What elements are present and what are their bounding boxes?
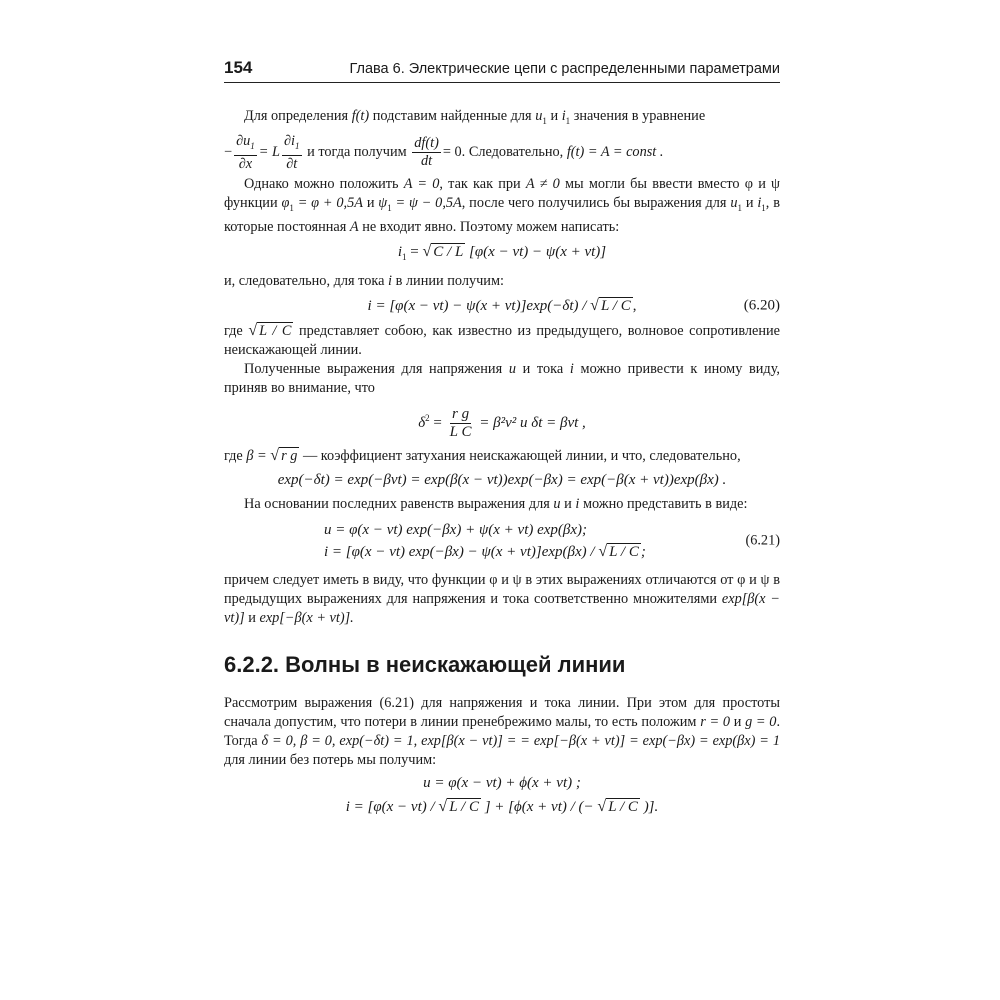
paragraph-4: где √ L / C представляет собою, как известно из предыдущего, волновое сопротивление неискажающей линии. — [224, 321, 781, 358]
equation-delta: $\delta^2$ = $\frac{\text{r g}}{\text{L C}}$ = β²v² и δt = βvt , — [418, 405, 586, 440]
inline-equation-line: − $\frac{\partial u_1}{\partial x}$ = L $\frac{\partial i_1}{\partial t}$ и тогда получим $\frac{df(t)}{dt}$ = 0. Следовательно, f(t) = A = const . — [224, 132, 664, 172]
equation-6-21-line-2: i = [φ(x − vt) exp(−βx) − ψ(x + vt)]exp(βx) / √ L / C ; — [324, 542, 646, 560]
paragraph-6: где β = √ r g — коэффициент затухания неискажающей линии, и что, следовательно, — [224, 446, 741, 464]
paragraph-1: Для определения f(t) подставим найденные для $u_1$ и $i_1$ значения в уравнение — [244, 108, 706, 126]
chapter-title: Глава 6. Электрические цепи с распределенными параметрами — [349, 61, 780, 77]
equation-i1: $i_1$ = √ C / L [φ(x − vt) − ψ(x + vt)] — [397, 242, 607, 262]
paragraph-2: Однако можно положить A = 0, так как при A ≠ 0 мы могли бы ввести вместо φ и ψ функции $\varphi_1 = \varphi + 0,5A$ и $\psi_1 = \psi - 0,5A$, после чего получились бы выражения для $u_1$ и $i_1$, в которые постоянная A не входит явно. Поэтому можем написать: — [224, 175, 781, 235]
equation-final-i: i = [φ(x − vt) / √ L / C ] + [ϕ(x + vt) / (− √ L / C )]. — [345, 797, 659, 815]
equation-6-21-line-1: u = φ(x − vt) exp(−βx) + ψ(x + vt) exp(βx); — [324, 521, 588, 538]
paragraph-7: На основании последних равенств выражения для u и i можно представить в виде: — [244, 495, 748, 512]
equation-6-21 — [224, 520, 780, 563]
equation-number: (6.20) — [743, 297, 780, 314]
equation-final-u: u = φ(x − vt) + ϕ(x + vt) ; — [423, 774, 581, 791]
page-number: 154 — [224, 58, 253, 77]
book-page — [224, 58, 780, 817]
paragraph-5: Полученные выражения для напряжения u и тока i можно привести к иному виду, приняв во внимание, что — [224, 360, 780, 396]
equation-exp-chain: exp(−δt) = exp(−βvt) = exp(β(x − vt))exp(−βx) = exp(−β(x + vt))exp(βx) . — [277, 471, 727, 488]
paragraph-9: Рассмотрим выражения (6.21) для напряжения и тока линии. При этом для простоты сначала допустим, что потери в линии пренебрежимо малы, то есть положим r = 0 и g = 0. Тогда δ = 0, β = 0, exp(−δt) = 1, exp[β(x − vt)] = = exp[−β(x + vt)] = exp(−βx) = exp(βx) = 1 для линии без потерь мы получим: — [224, 694, 781, 768]
section-heading: 6.2.2. Волны в неискажающей линии — [224, 651, 626, 677]
paragraph-3: и, следовательно, для тока i в линии получим: — [224, 272, 504, 289]
equation-6-20: i = [φ(x − vt) − ψ(x + vt)]exp(−δt) / √ L / C , (6.20) — [367, 296, 780, 314]
paragraph-8: причем следует иметь в виду, что функции φ и ψ в этих выражениях отличаются от φ и ψ в предыдущих выражениях для напряжения и тока соответственно множителями exp[β(x − vt)] и exp[−β(x + vt)]. — [224, 571, 781, 626]
running-head — [224, 58, 780, 83]
equation-number: (6.21) — [745, 532, 780, 549]
